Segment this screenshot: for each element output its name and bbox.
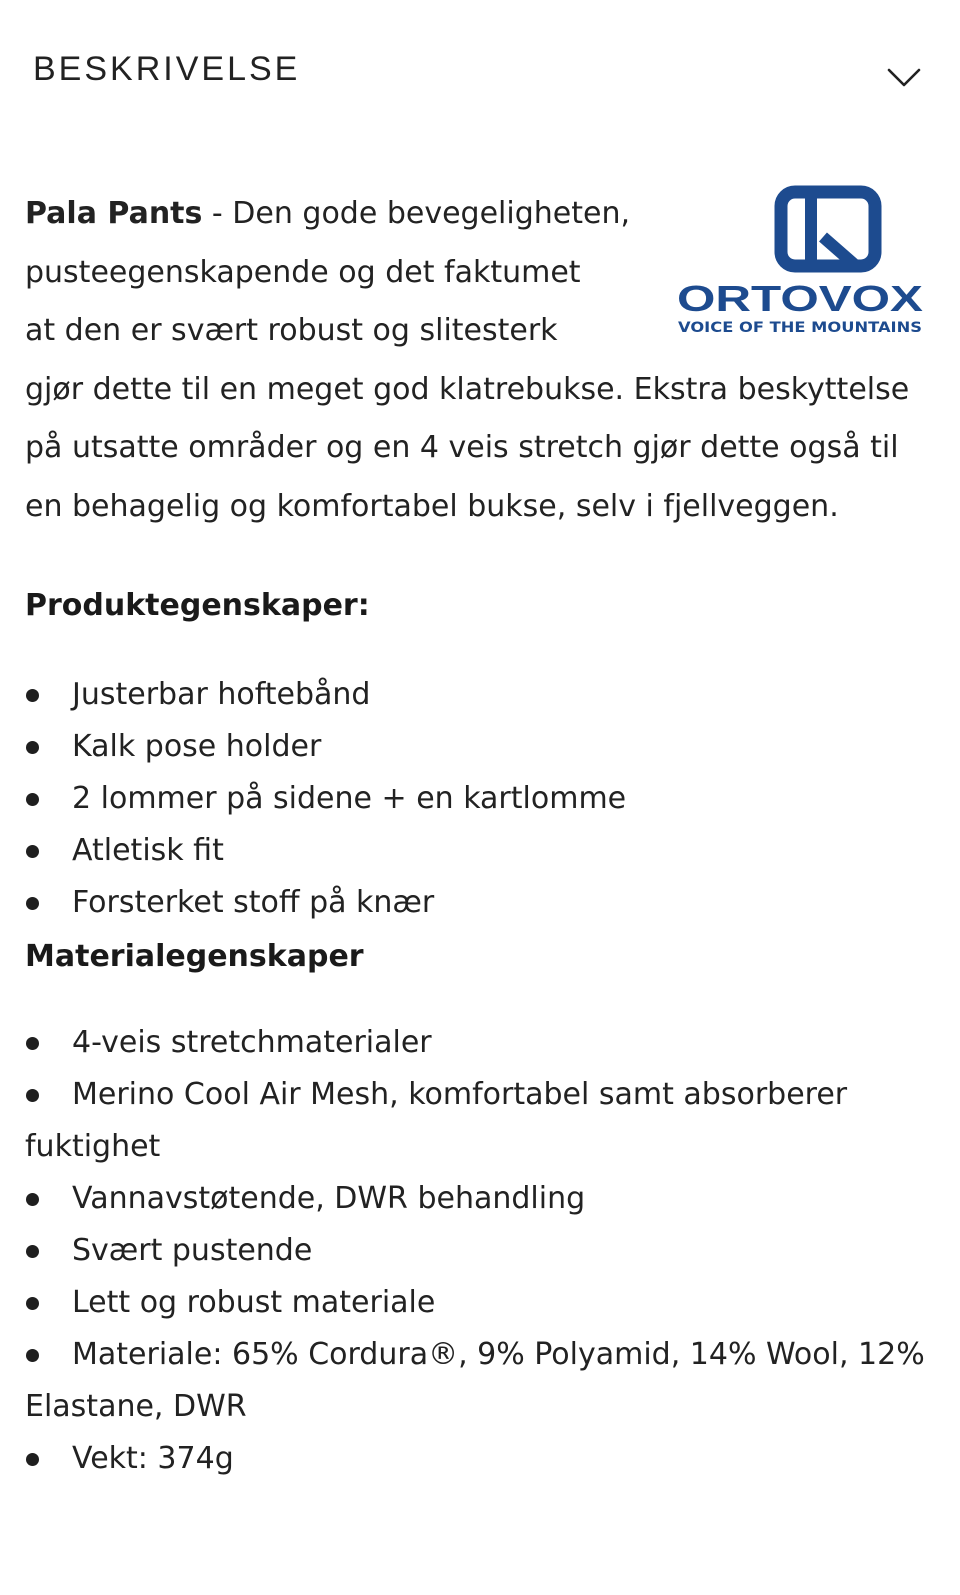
ortovox-logo [673,185,928,345]
list-item: 4-veis stretchmaterialer [25,1017,930,1069]
accordion-title: BESKRIVELSE [33,50,301,88]
bullet-icon [26,1037,39,1050]
list-item: Vekt: 374g [25,1433,930,1485]
list-item: Materiale: 65% Cordura®, 9% Polyamid, 14% Wool, 12% Elastane, DWR [25,1337,925,1424]
bullet-icon [26,1453,39,1466]
bullet-icon [26,1089,39,1102]
bullet-icon [26,793,39,806]
product-features-list [25,669,930,929]
bullet-icon [26,1349,39,1362]
list-item: Atletisk fit [25,825,930,877]
bullet-icon [26,1193,39,1206]
list-item: 2 lommer på sidene + en kartlomme [25,773,930,825]
description-paragraph: gjør dette til en meget god klatrebukse. Ekstra beskyttelse på utsatte områder og en 4 veis stretch gjør dette også til en behagelig og komfortabel bukse, selv i fjellveggen. [25,371,910,524]
accordion-header-beskrivelse[interactable] [0,0,960,150]
list-item: Merino Cool Air Mesh, komfortabel samt absorberer fuktighet [25,1077,848,1164]
list-item: Forsterket stoff på knær [25,877,930,929]
description-line2: pusteegenskapende og det faktumet [25,254,581,290]
chevron-down-icon[interactable] [884,58,924,98]
brand-name: ORTOVOX [677,278,923,319]
bullet-icon [26,1245,39,1258]
material-features-list [25,1017,930,1485]
bullet-icon [26,845,39,858]
list-item: Kalk pose holder [25,721,930,773]
material-features-heading: Materialegenskaper [25,939,364,974]
list-item: Svært pustende [25,1225,930,1277]
description-content [25,185,930,1485]
brand-tagline: VOICE OF THE MOUNTAINS [678,320,922,336]
bullet-icon [26,1297,39,1310]
description-line3: at den er svært robust og slitesterk [25,313,558,348]
list-item: Vannavstøtende, DWR behandling [25,1173,930,1225]
product-features-heading: Produktegenskaper: [25,588,370,623]
product-name: Pala Pants [25,196,203,231]
bullet-icon [26,897,39,910]
description-line1: - Den gode bevegeligheten, [202,196,630,231]
bullet-icon [26,741,39,754]
bullet-icon [26,689,39,702]
list-item: Justerbar hoftebånd [25,669,930,721]
list-item: Lett og robust materiale [25,1277,930,1329]
